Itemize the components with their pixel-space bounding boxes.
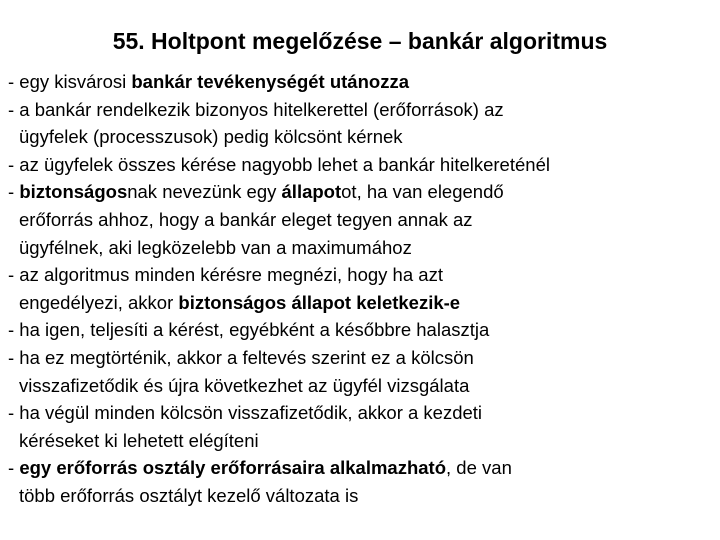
slide-title: 55. Holtpont megelőzése – bankár algoritmus [112,28,608,54]
text-line [8,151,720,179]
bold-text-run: biztonságos állapot keletkezik-e [178,291,461,313]
text-line [8,96,720,124]
text-run: ügyfélnek, aki legközelebb van a maximumához [19,236,412,258]
text-line [8,427,720,455]
text-run: engedélyezi, akkor [19,291,179,313]
text-line [8,68,720,96]
text-line [8,482,720,510]
text-run: ügyfelek (processzusok) pedig kölcsönt kérnek [19,126,403,148]
text-line [8,372,720,400]
bold-text-run: egy erőforrás osztály erőforrásaira alkalmazható [19,457,447,479]
bold-text-run: bankár tevékenységét utánozza [131,71,409,92]
text-run: erőforrás ahhoz, hogy a bankár eleget tegyen annak az [19,208,473,230]
text-line [8,399,720,427]
text-run: - ha ez megtörténik, akkor a feltevés szerint ez a kölcsön [8,346,474,368]
text-run: - az ügyfelek összes kérése nagyobb lehet a bankár hitelkereténél [8,153,550,175]
bold-text-run: biztonságos [19,181,128,203]
text-run: - az algoritmus minden kérésre megnézi, hogy ha azt [8,264,443,286]
text-run: ot, ha van elegendő [341,181,504,203]
text-run: - ha végül minden kölcsön visszafizetődik, akkor a kezdeti [8,402,483,424]
text-line [8,234,720,262]
text-line [8,454,720,482]
text-line [8,123,720,151]
text-run: nak nevezünk egy [127,181,282,203]
text-line [8,344,720,372]
text-run: - egy kisvárosi [8,71,132,92]
text-line [8,316,720,344]
text-run: visszafizetődik és újra következhet az ügyfél vizsgálata [19,374,470,396]
text-line [8,178,720,206]
text-run: - [8,181,20,203]
text-run: , de van [446,457,512,479]
text-run: - [8,457,20,479]
bold-text-run: állapot [281,181,342,203]
text-run: több erőforrás osztályt kezelő változata is [19,484,359,506]
text-run: - a bankár rendelkezik bizonyos hitelkerettel (erőforrások) az [8,98,504,120]
text-line [8,289,720,317]
bullet-list [8,68,720,510]
text-run: - ha igen, teljesíti a kérést, egyébként a későbbre halasztja [8,319,490,341]
text-run: kéréseket ki lehetett elégíteni [19,429,259,451]
text-line [8,261,720,289]
text-line [8,206,720,234]
